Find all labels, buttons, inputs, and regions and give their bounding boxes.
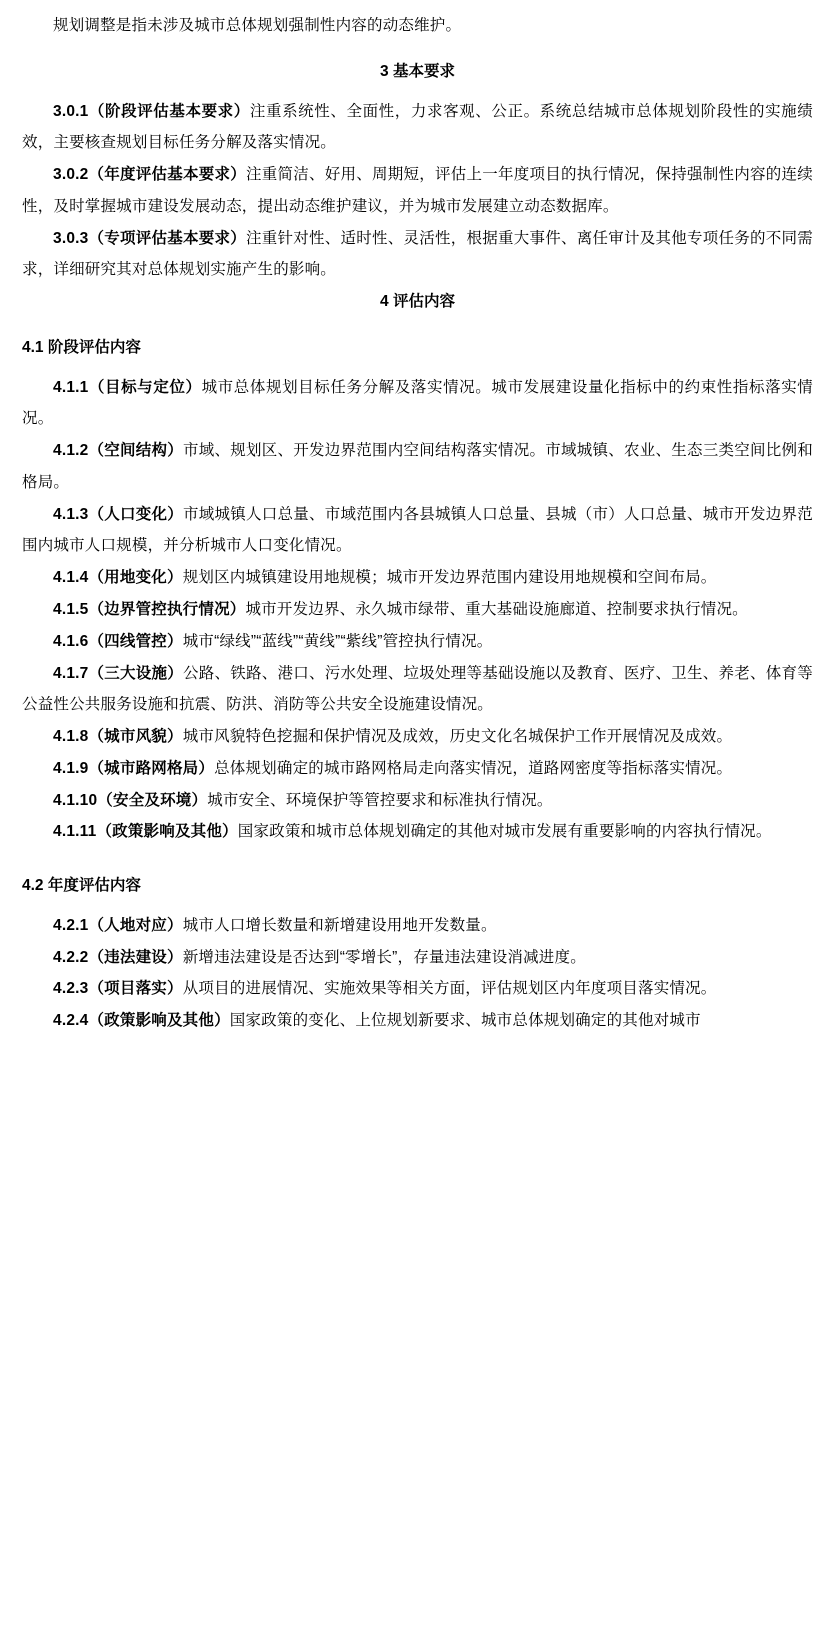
clause-4-2-1-label: 4.2.1（人地对应） xyxy=(53,916,183,934)
clause-4-1-8-text: 城市风貌特色挖掘和保护情况及成效，历史文化名城保护工作开展情况及成效。 xyxy=(182,728,733,746)
clause-3-0-3-text: 注重针对性、适时性、灵活性，根据重大事件、离任审计及其他专项任务的不同需求，详细研究其对总体规划实施产生的影响。 xyxy=(22,229,813,279)
clause-4-2-3-label: 4.2.3（项目落实） xyxy=(53,980,183,998)
clause-4-1-8 xyxy=(22,721,813,753)
section-4-2-heading: 4.2 年度评估内容 xyxy=(22,877,141,895)
clause-4-1-11-label: 4.1.11（政策影响及其他） xyxy=(53,823,238,841)
spacer xyxy=(22,318,813,332)
clause-4-1-1-label: 4.1.1（目标与定位） xyxy=(53,378,202,396)
clause-3-0-2-label: 3.0.2（年度评估基本要求） xyxy=(53,166,247,184)
clause-4-1-7 xyxy=(22,658,813,722)
intro-paragraph: 规划调整是指未涉及城市总体规划强制性内容的动态维护。 xyxy=(53,17,462,34)
clause-3-0-1-text: 注重系统性、全面性，力求客观、公正。系统总结城市总体规划阶段性的实施绩效，主要核查规划目标任务分解及落实情况。 xyxy=(22,102,813,152)
clause-4-1-6-label: 4.1.6（四线管控） xyxy=(53,632,183,650)
clause-4-1-11 xyxy=(22,816,813,848)
clause-4-1-8-label: 4.1.8（城市风貌） xyxy=(53,728,183,746)
clause-3-0-1-label: 3.0.1（阶段评估基本要求） xyxy=(53,102,250,120)
clause-4-2-4-label: 4.2.4（政策影响及其他） xyxy=(53,1012,230,1030)
spacer xyxy=(22,902,813,910)
clause-4-1-2 xyxy=(22,435,813,499)
clause-4-2-2-text: 新增违法建设是否达到“零增长”，存量违法建设消减进度。 xyxy=(182,948,586,966)
clause-4-1-6-text: 城市“绿线”“蓝线”“黄线”“紫线”管控执行情况。 xyxy=(182,632,493,650)
clause-4-1-5-text: 城市开发边界、永久城市绿带、重大基础设施廊道、控制要求执行情况。 xyxy=(245,601,748,619)
clause-4-1-9 xyxy=(22,753,813,785)
clause-4-1-9-label: 4.1.9（城市路网格局） xyxy=(53,759,215,777)
clause-4-2-1-text: 城市人口增长数量和新增建设用地开发数量。 xyxy=(182,916,497,934)
clause-4-1-3 xyxy=(22,499,813,563)
clause-4-1-4-label: 4.1.4（用地变化） xyxy=(53,569,183,587)
clause-4-2-2-label: 4.2.2（违法建设） xyxy=(53,948,183,966)
clause-4-1-11-text: 国家政策和城市总体规划确定的其他对城市发展有重要影响的内容执行情况。 xyxy=(237,823,772,841)
clause-4-2-1 xyxy=(22,910,813,942)
section-3-heading: 3 基本要求 xyxy=(380,62,455,80)
clause-4-2-4 xyxy=(22,1005,813,1037)
clause-4-1-2-text: 市域、规划区、开发边界范围内空间结构落实情况。市域城镇、农业、生态三类空间比例和格局。 xyxy=(22,442,813,491)
clause-4-2-2 xyxy=(22,942,813,974)
clause-4-1-2-label: 4.1.2（空间结构） xyxy=(53,442,184,460)
clause-4-1-4-text: 规划区内城镇建设用地规模；城市开发边界范围内建设用地规模和空间布局。 xyxy=(182,569,717,587)
clause-4-1-7-label: 4.1.7（三大设施） xyxy=(53,664,184,682)
clause-3-0-2-text: 注重简洁、好用、周期短，评估上一年度项目的执行情况，保持强制性内容的连续性，及时掌握城市建设发展动态，提出动态维护建议，并为城市发展建立动态数据库。 xyxy=(22,166,813,215)
clause-4-1-5 xyxy=(22,594,813,626)
spacer xyxy=(22,42,813,56)
clause-4-1-1-text: 城市总体规划目标任务分解及落实情况。城市发展建设量化指标中的约束性指标落实情况。 xyxy=(22,378,813,428)
clause-3-0-1 xyxy=(22,96,813,160)
spacer xyxy=(22,848,813,870)
clause-4-1-5-label: 4.1.5（边界管控执行情况） xyxy=(53,601,246,619)
clause-4-1-7-text: 公路、铁路、港口、污水处理、垃圾处理等基础设施以及教育、医疗、卫生、养老、体育等公益性公共服务设施和抗震、防洪、消防等公共安全设施建设情况。 xyxy=(22,664,813,714)
clause-4-2-3-text: 从项目的进展情况、实施效果等相关方面，评估规划区内年度项目落实情况。 xyxy=(182,980,717,998)
clause-4-2-4-text: 国家政策的变化、上位规划新要求、城市总体规划确定的其他对城市 xyxy=(229,1012,701,1030)
clause-4-1-1 xyxy=(22,372,813,436)
clause-4-1-3-text: 市域城镇人口总量、市域范围内各县城镇人口总量、县城（市）人口总量、城市开发边界范围内城市人口规模，并分析城市人口变化情况。 xyxy=(22,505,813,555)
clause-4-2-3 xyxy=(22,973,813,1005)
section-4-1-heading: 4.1 阶段评估内容 xyxy=(22,338,141,356)
clause-4-1-6 xyxy=(22,626,813,658)
section-4-heading: 4 评估内容 xyxy=(380,293,455,311)
clause-4-1-10 xyxy=(22,785,813,817)
clause-4-1-3-label: 4.1.3（人口变化） xyxy=(53,505,184,523)
clause-3-0-2 xyxy=(22,159,813,223)
clause-4-1-10-label: 4.1.10（安全及环境） xyxy=(53,791,208,809)
clause-3-0-3 xyxy=(22,223,813,287)
spacer xyxy=(22,88,813,96)
clause-3-0-3-label: 3.0.3（专项评估基本要求） xyxy=(53,229,247,247)
clause-4-1-10-text: 城市安全、环境保护等管控要求和标准执行情况。 xyxy=(207,791,553,809)
clause-4-1-4 xyxy=(22,562,813,594)
clause-4-1-9-text: 总体规划确定的城市路网格局走向落实情况，道路网密度等指标落实情况。 xyxy=(214,759,733,777)
spacer xyxy=(22,364,813,372)
